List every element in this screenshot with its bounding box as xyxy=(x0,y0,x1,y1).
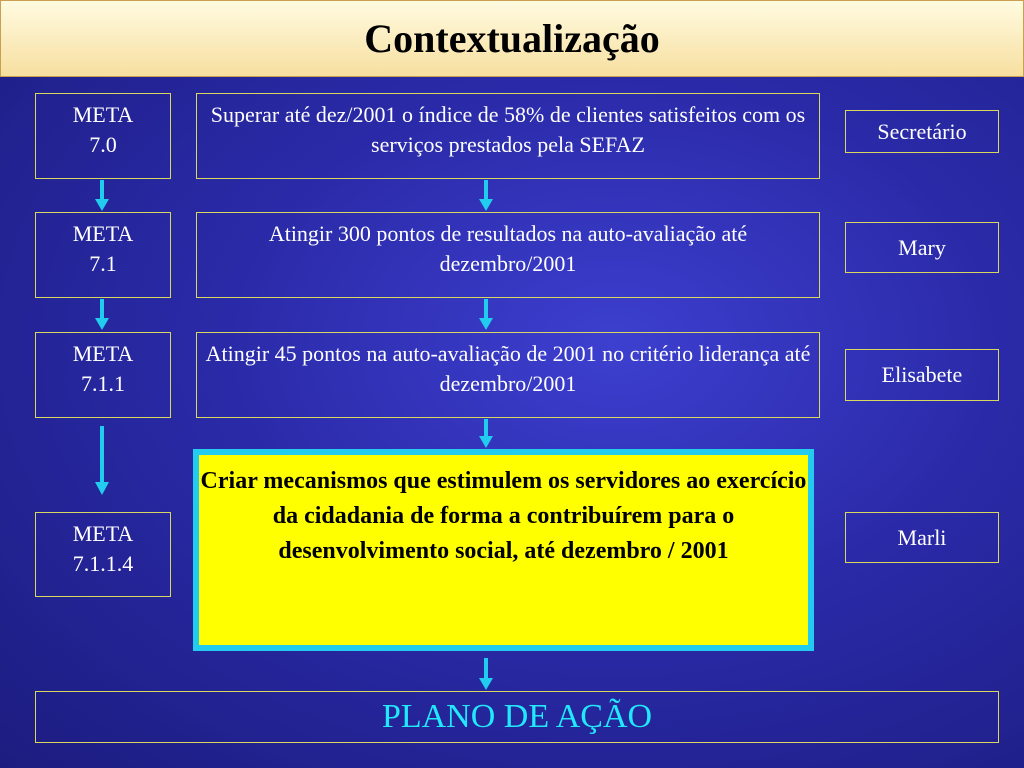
meta-box-7-1-1-4: META 7.1.1.4 xyxy=(35,512,171,597)
plan-de-acao-box: PLANO DE AÇÃO xyxy=(35,691,999,743)
owner-box-marli: Marli xyxy=(845,512,999,563)
arrow-down-icon xyxy=(479,419,493,448)
arrow-down-icon xyxy=(479,180,493,211)
owner-box-elisabete: Elisabete xyxy=(845,349,999,401)
owner-box-mary: Mary xyxy=(845,222,999,273)
arrow-down-icon xyxy=(95,299,109,330)
page-title: Contextualização xyxy=(364,16,660,61)
highlighted-goal-box: Criar mecanismos que estimulem os servidores ao exercício da cidadania de forma a contribuírem para o desenvolvimento social, até dezembro / 2001 xyxy=(193,449,814,651)
meta-box-7-0: META 7.0 xyxy=(35,93,171,179)
goal-box-7-1-1: Atingir 45 pontos na auto-avaliação de 2001 no critério liderança até dezembro/2001 xyxy=(196,332,820,418)
goal-box-7-1: Atingir 300 pontos de resultados na auto-avaliação até dezembro/2001 xyxy=(196,212,820,298)
meta-box-7-1: META 7.1 xyxy=(35,212,171,298)
arrow-down-icon xyxy=(479,299,493,330)
arrow-down-icon xyxy=(95,426,109,495)
meta-box-7-1-1: META 7.1.1 xyxy=(35,332,171,418)
goal-box-7-0: Superar até dez/2001 o índice de 58% de clientes satisfeitos com os serviços prestados pela SEFAZ xyxy=(196,93,820,179)
arrow-down-icon xyxy=(95,180,109,211)
owner-box-secretario: Secretário xyxy=(845,110,999,153)
arrow-down-icon xyxy=(479,658,493,690)
